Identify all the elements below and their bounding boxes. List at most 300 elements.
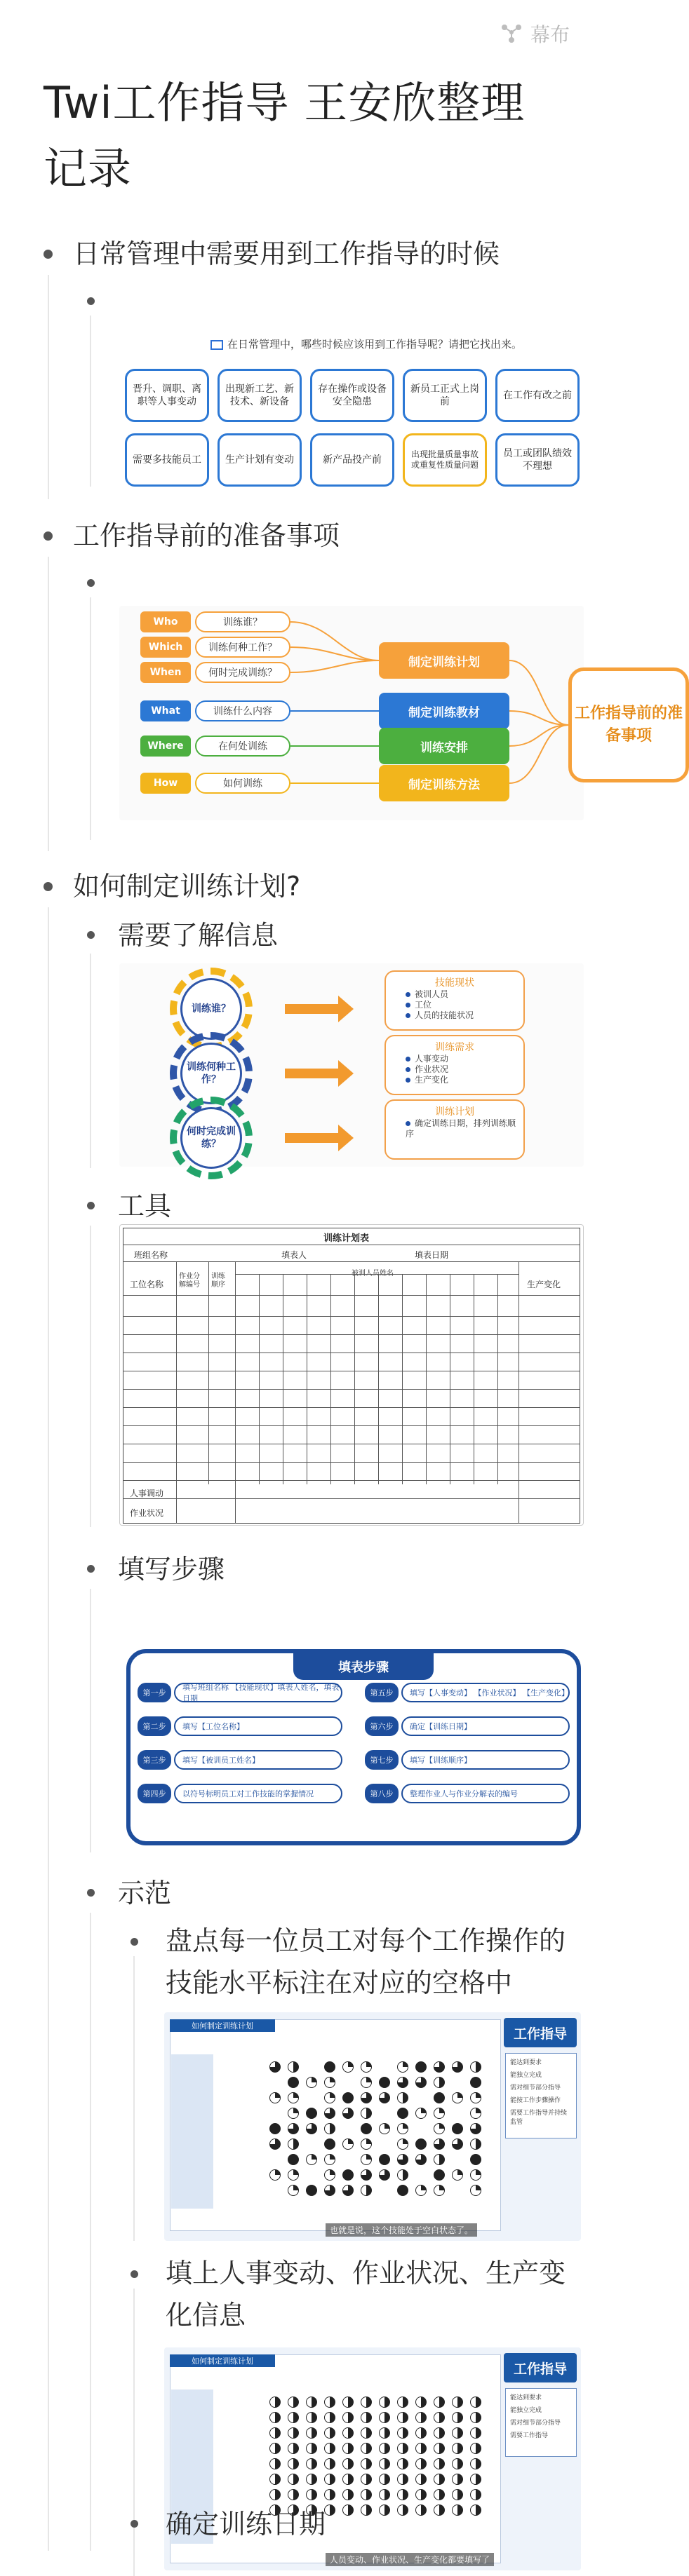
- skill-mark: [379, 2092, 390, 2103]
- skill-mark: [415, 2108, 427, 2119]
- card: 需要多技能员工: [125, 433, 209, 487]
- outline-guide: [48, 557, 49, 851]
- outline-item[interactable]: 需要了解信息: [118, 920, 279, 951]
- skill-mark: [397, 2169, 408, 2181]
- skill-mark: [452, 2169, 463, 2181]
- image-preparation-items[interactable]: [119, 606, 683, 820]
- skill-mark: [470, 2458, 481, 2469]
- skill-mark: [324, 2077, 335, 2088]
- skill-mark: [470, 2123, 481, 2134]
- legend-panel: [505, 2388, 577, 2457]
- label: 在何处训练: [195, 735, 290, 757]
- skill-mark: [361, 2092, 372, 2103]
- step-number: 第三步: [138, 1750, 171, 1770]
- skill-mark: [306, 2489, 317, 2500]
- form-header: [352, 1267, 394, 1277]
- arrow-right-icon: [285, 1069, 341, 1078]
- skill-mark: [361, 2427, 372, 2439]
- outline-guide: [48, 907, 49, 2551]
- skill-mark: [415, 2061, 427, 2073]
- legend-item: 能达到要求: [510, 2394, 542, 2401]
- skill-mark: [397, 2092, 408, 2103]
- skill-mark: [361, 2185, 372, 2196]
- legend-panel: [505, 2053, 577, 2138]
- skill-mark: [288, 2123, 299, 2134]
- skill-mark: [434, 2458, 445, 2469]
- skill-mark: [342, 2138, 354, 2150]
- skill-mark: [324, 2138, 335, 2150]
- skill-mark: [361, 2154, 372, 2165]
- outline-item[interactable]: 示范: [118, 1878, 172, 1909]
- skill-mark: [434, 2123, 445, 2134]
- skill-mark: [269, 2092, 281, 2103]
- form-header: 生产变化: [527, 1280, 561, 1289]
- skill-mark: [324, 2474, 335, 2485]
- skill-mark: [452, 2489, 463, 2500]
- skill-mark: [361, 2458, 372, 2469]
- skill-mark: [288, 2154, 299, 2165]
- gear-label: 训练谁？: [180, 978, 242, 1040]
- info-item-text: 人事变动: [415, 1054, 449, 1064]
- bullet[interactable]: [87, 1889, 95, 1897]
- skill-mark: [342, 2443, 354, 2454]
- skill-mark: [269, 2443, 281, 2454]
- skill-mark: [470, 2154, 481, 2165]
- skill-mark: [306, 2123, 317, 2134]
- skill-mark: [269, 2138, 281, 2150]
- skill-mark: [434, 2092, 445, 2103]
- skill-mark: [452, 2123, 463, 2134]
- grid-line: [330, 1274, 331, 1484]
- skill-mark: [306, 2427, 317, 2439]
- skill-mark: [434, 2443, 445, 2454]
- outline-guide: [90, 1913, 91, 2551]
- grid-line: [123, 1480, 580, 1481]
- skill-mark: [361, 2061, 372, 2073]
- legend-item: 能达到要求: [510, 2059, 542, 2066]
- outline-item[interactable]: 如何制定训练计划?: [73, 871, 301, 902]
- card: 员工或团队绩效不理想: [495, 433, 580, 487]
- legend-item: 需对细节部分指导: [510, 2420, 561, 2427]
- skill-mark: [379, 2169, 390, 2181]
- outline-guide: [90, 316, 91, 487]
- grid-line: [259, 1274, 260, 1484]
- skill-mark: [342, 2412, 354, 2423]
- bullet[interactable]: [44, 882, 53, 891]
- tag-who: Who: [140, 611, 191, 632]
- skill-mark: [452, 2504, 463, 2516]
- grid-line: [208, 1261, 209, 1484]
- mid-box: 制定训练计划: [379, 642, 509, 679]
- grid-line: [123, 1295, 580, 1296]
- skill-mark: [434, 2169, 445, 2181]
- skill-mark: [288, 2077, 299, 2088]
- image-required-info[interactable]: [119, 963, 584, 1167]
- skill-mark: [397, 2474, 408, 2485]
- skill-mark: [324, 2092, 335, 2103]
- brand[interactable]: [500, 20, 570, 48]
- skill-mark: [288, 2138, 299, 2150]
- step-text: 确定【训练日期】: [401, 1716, 570, 1736]
- grid-line: [123, 1462, 580, 1463]
- skill-mark: [342, 2108, 354, 2119]
- skill-mark: [397, 2397, 408, 2408]
- step-text: 填写【被训员工姓名】: [174, 1750, 342, 1770]
- skill-mark: [434, 2108, 445, 2119]
- skill-mark: [324, 2061, 335, 2073]
- outline-guide: [133, 2289, 135, 2576]
- image-management-moments[interactable]: [119, 331, 584, 494]
- sheet-title: 如何制定训练计划: [170, 2354, 275, 2367]
- skill-mark: [361, 2077, 372, 2088]
- skill-mark: [306, 2077, 317, 2088]
- form-header: 工位名称: [130, 1280, 164, 1289]
- bullet[interactable]: [87, 1202, 95, 1209]
- bullet[interactable]: [44, 531, 53, 541]
- skill-mark: [397, 2154, 408, 2165]
- skill-mark: [269, 2474, 281, 2485]
- grid-line: [354, 1274, 355, 1484]
- skill-mark: [470, 2061, 481, 2073]
- info-item-text: 作业状况: [415, 1064, 449, 1074]
- skill-mark: [397, 2108, 408, 2119]
- card: 出现新工艺、新技术、新设备: [218, 369, 302, 422]
- skill-mark: [288, 2108, 299, 2119]
- caption-text: 在日常管理中，哪些时候应该用到工作指导呢？请把它找出来。: [227, 338, 523, 351]
- skill-mark: [306, 2108, 317, 2119]
- skill-mark: [324, 2443, 335, 2454]
- card: 存在操作或设备安全隐患: [310, 369, 394, 422]
- skill-mark: [379, 2123, 390, 2134]
- skill-mark: [361, 2443, 372, 2454]
- form-title: 训练计划表: [323, 1233, 370, 1244]
- skill-mark: [361, 2489, 372, 2500]
- skill-mark: [470, 2138, 481, 2150]
- grid-line: [235, 1261, 236, 1524]
- info-item: [406, 1000, 523, 1010]
- skill-mark: [288, 2443, 299, 2454]
- skill-mark: [342, 2092, 354, 2103]
- skill-mark: [470, 2185, 481, 2196]
- skill-mark: [470, 2474, 481, 2485]
- skill-mark: [434, 2474, 445, 2485]
- skill-mark: [324, 2154, 335, 2165]
- skill-mark: [361, 2412, 372, 2423]
- skill-mark: [306, 2154, 317, 2165]
- skill-mark: [397, 2077, 408, 2088]
- skill-mark: [269, 2412, 281, 2423]
- arrow-right-icon: [285, 1133, 341, 1143]
- steps-title: 填表步骤: [293, 1653, 434, 1680]
- step-number: 第四步: [138, 1784, 171, 1803]
- outline-guide: [90, 954, 91, 1168]
- skill-mark: [361, 2169, 372, 2181]
- skill-mark: [306, 2412, 317, 2423]
- dot-icon: [406, 1121, 410, 1126]
- skill-mark: [397, 2185, 408, 2196]
- skill-mark: [470, 2092, 481, 2103]
- skill-mark: [415, 2154, 427, 2165]
- card: 新产品投产前: [310, 433, 394, 487]
- skill-mark: [342, 2474, 354, 2485]
- skill-mark: [324, 2489, 335, 2500]
- skill-mark: [397, 2504, 408, 2516]
- skill-mark: [361, 2504, 372, 2516]
- arrow-right-icon: [285, 1004, 341, 1014]
- skill-mark: [269, 2458, 281, 2469]
- skill-mark: [415, 2427, 427, 2439]
- skill-mark: [452, 2138, 463, 2150]
- step-number: 第六步: [365, 1716, 399, 1736]
- skill-mark: [434, 2504, 445, 2516]
- skill-mark: [324, 2427, 335, 2439]
- skill-mark: [288, 2427, 299, 2439]
- skill-mark: [452, 2458, 463, 2469]
- info-item: [406, 1010, 523, 1021]
- info-item: [406, 1064, 523, 1075]
- info-item-text: 生产变化: [415, 1075, 449, 1085]
- skill-mark: [342, 2504, 354, 2516]
- skill-mark: [288, 2061, 299, 2073]
- skill-mark: [288, 2458, 299, 2469]
- outline-item[interactable]: 工具: [118, 1191, 172, 1221]
- bullet[interactable]: [87, 579, 95, 587]
- info-item-text: 确定训练日期，排列训练顺序: [406, 1118, 516, 1139]
- skill-mark: [470, 2443, 481, 2454]
- skill-mark: [324, 2412, 335, 2423]
- label: 训练什么内容: [195, 700, 290, 721]
- skill-mark: [342, 2427, 354, 2439]
- mid-box: 训练安排: [379, 728, 509, 764]
- course-logo: 工作指导: [504, 2353, 577, 2382]
- step-number: 第一步: [138, 1683, 171, 1702]
- skill-mark: [288, 2169, 299, 2181]
- skill-mark: [415, 2412, 427, 2423]
- outline-guide: [90, 1226, 91, 1527]
- summary-box: 工作指导前的准备事项: [568, 667, 689, 782]
- info-box: [384, 1099, 525, 1160]
- checkbox-icon: [210, 340, 223, 350]
- skill-mark: [452, 2474, 463, 2485]
- course-logo: 工作指导: [504, 2018, 577, 2047]
- skill-mark: [288, 2412, 299, 2423]
- skill-mark: [269, 2427, 281, 2439]
- legend-item: 能按工作步骤操作: [510, 2097, 561, 2104]
- gear-label: 何时完成训练？: [180, 1107, 242, 1169]
- legend-item: 需要工作指导: [510, 2432, 549, 2439]
- brand-name: 幕布: [530, 23, 570, 46]
- mid-box: 制定训练教材: [379, 693, 509, 729]
- skill-mark: [434, 2061, 445, 2073]
- skill-mark: [269, 2123, 281, 2134]
- form-header: 训练顺序: [211, 1273, 225, 1289]
- grid-line: [176, 1261, 177, 1524]
- image-caption: [210, 337, 522, 351]
- label: 训练何种工作？: [195, 637, 290, 658]
- grid-line: [123, 1407, 580, 1408]
- skill-mark: [288, 2489, 299, 2500]
- info-item: [406, 989, 523, 1000]
- card: 生产计划有变动: [218, 433, 302, 487]
- document-title: Twi工作指导 王安欣整理记录: [44, 77, 526, 194]
- skill-mark: [288, 2092, 299, 2103]
- skill-mark: [324, 2458, 335, 2469]
- skill-mark: [415, 2077, 427, 2088]
- card: 出现批量质量事故或重复性质量问题: [403, 433, 487, 487]
- bullet[interactable]: [87, 931, 95, 939]
- info-box-title: 技能现状: [435, 977, 474, 989]
- skill-mark: [379, 2474, 390, 2485]
- step-number: 第二步: [138, 1716, 171, 1736]
- outline-item[interactable]: 填上人事变动、作业状况、生产变化信息: [166, 2258, 566, 2331]
- skill-mark: [397, 2061, 408, 2073]
- skill-mark: [434, 2412, 445, 2423]
- outline-item[interactable]: 填写步骤: [118, 1554, 225, 1585]
- outline-item[interactable]: 工作指导前的准备事项: [73, 520, 340, 551]
- skill-mark: [397, 2427, 408, 2439]
- skill-mark: [452, 2092, 463, 2103]
- grid-line: [123, 1425, 580, 1426]
- skill-mark: [324, 2123, 335, 2134]
- dot-icon: [406, 992, 410, 997]
- skill-mark: [470, 2504, 481, 2516]
- skill-mark: [470, 2169, 481, 2181]
- outline-item[interactable]: 盘点每一位员工对每个工作操作的技能水平标注在对应的空格中: [166, 1925, 566, 1998]
- skill-mark: [397, 2458, 408, 2469]
- skill-mark: [434, 2077, 445, 2088]
- skill-mark: [434, 2397, 445, 2408]
- skill-mark: [342, 2489, 354, 2500]
- skill-mark: [470, 2108, 481, 2119]
- skill-mark: [379, 2154, 390, 2165]
- skill-mark: [397, 2489, 408, 2500]
- info-box-title: 训练需求: [435, 1042, 474, 1053]
- mid-box: 制定训练方法: [379, 765, 509, 801]
- skill-mark: [306, 2458, 317, 2469]
- outline-item[interactable]: 确定训练日期: [166, 2509, 326, 2540]
- skill-mark: [379, 2443, 390, 2454]
- step-text: 填写【人事变动】 【作业状况】 【生产变化】: [401, 1683, 570, 1702]
- skill-mark: [306, 2474, 317, 2485]
- form-header: 填表日期: [415, 1250, 449, 1260]
- grid-line: [235, 1274, 519, 1275]
- form-row-label: 作业状况: [130, 1508, 164, 1518]
- skill-mark: [379, 2489, 390, 2500]
- skill-mark: [342, 2458, 354, 2469]
- image-skill-inventory-demo[interactable]: [164, 2012, 581, 2241]
- sheet: [170, 2019, 501, 2231]
- skill-mark: [415, 2504, 427, 2516]
- skill-mark: [324, 2108, 335, 2119]
- form-header: 班组名称: [134, 1250, 168, 1260]
- skill-mark: [397, 2412, 408, 2423]
- skill-mark: [452, 2427, 463, 2439]
- video-subtitle: 也就是说，这个技能处于空白状态了。: [326, 2223, 477, 2237]
- grid-line: [123, 1498, 580, 1499]
- info-box-title: 训练计划: [435, 1106, 474, 1118]
- skill-mark: [452, 2397, 463, 2408]
- skill-mark: [397, 2443, 408, 2454]
- bullet[interactable]: [131, 1938, 138, 1946]
- skill-mark: [379, 2077, 390, 2088]
- skill-mark: [434, 2138, 445, 2150]
- image-training-plan-form[interactable]: [119, 1224, 584, 1526]
- skill-mark: [324, 2504, 335, 2516]
- gear-label: 训练何种工作？: [180, 1043, 242, 1104]
- legend-item: 能独立完成: [510, 2072, 542, 2079]
- step-text: 填写班组名称 【技能现状】填表人姓名，填表日期: [174, 1683, 342, 1702]
- skill-mark: [306, 2443, 317, 2454]
- skill-mark: [379, 2504, 390, 2516]
- bullet[interactable]: [131, 2520, 138, 2528]
- tag-how: How: [140, 773, 191, 794]
- dot-icon: [406, 1003, 410, 1008]
- skill-mark: [470, 2077, 481, 2088]
- grid-line: [123, 1261, 580, 1262]
- skill-mark: [470, 2397, 481, 2408]
- grid-line: [426, 1274, 427, 1484]
- skill-mark: [342, 2185, 354, 2196]
- dot-icon: [406, 1078, 410, 1083]
- skill-mark: [269, 2061, 281, 2073]
- grid-line: [123, 1316, 580, 1317]
- outline-guide: [90, 597, 91, 840]
- skill-mark: [434, 2154, 445, 2165]
- grid-line: [402, 1274, 403, 1484]
- skill-mark: [288, 2185, 299, 2196]
- outline-item[interactable]: 日常管理中需要用到工作指导的时候: [73, 238, 500, 269]
- skill-mark: [434, 2427, 445, 2439]
- step-text: 整理作业人与作业分解表的编号: [401, 1784, 570, 1803]
- tag-where: Where: [140, 735, 191, 757]
- skill-mark: [415, 2185, 427, 2196]
- skill-mark: [306, 2397, 317, 2408]
- skill-mark: [269, 2489, 281, 2500]
- image-fill-steps[interactable]: [119, 1642, 584, 1852]
- bullet[interactable]: [87, 297, 95, 305]
- card: 新员工正式上岗前: [403, 369, 487, 422]
- skill-mark: [415, 2474, 427, 2485]
- tag-which: Which: [140, 637, 191, 658]
- skill-mark: [415, 2443, 427, 2454]
- mubu-logo-icon: [500, 22, 523, 46]
- card: 在工作有改之前: [495, 369, 580, 422]
- skill-mark: [342, 2169, 354, 2181]
- skill-mark: [361, 2108, 372, 2119]
- skill-mark: [361, 2397, 372, 2408]
- bullet[interactable]: [44, 250, 53, 259]
- grid-line: [497, 1274, 498, 1484]
- bullet[interactable]: [131, 2270, 138, 2278]
- skill-mark: [415, 2397, 427, 2408]
- step-text: 以符号标明员工对工作技能的掌握情况: [174, 1784, 342, 1803]
- grid-line: [123, 1334, 580, 1335]
- info-item-text: 工位: [415, 1000, 432, 1010]
- skill-mark: [415, 2458, 427, 2469]
- skill-mark: [379, 2412, 390, 2423]
- skill-mark: [397, 2123, 408, 2134]
- skill-mark: [269, 2397, 281, 2408]
- info-item: [406, 1075, 523, 1085]
- skill-mark: [324, 2185, 335, 2196]
- skill-mark: [434, 2489, 445, 2500]
- bullet[interactable]: [87, 1565, 95, 1573]
- dot-icon: [406, 1067, 410, 1072]
- info-box: [384, 1035, 525, 1095]
- step-text: 填写【工位名称】: [174, 1716, 342, 1736]
- card: 晋升、调职、离职等人事变动: [125, 369, 209, 422]
- step-number: 第八步: [365, 1784, 399, 1803]
